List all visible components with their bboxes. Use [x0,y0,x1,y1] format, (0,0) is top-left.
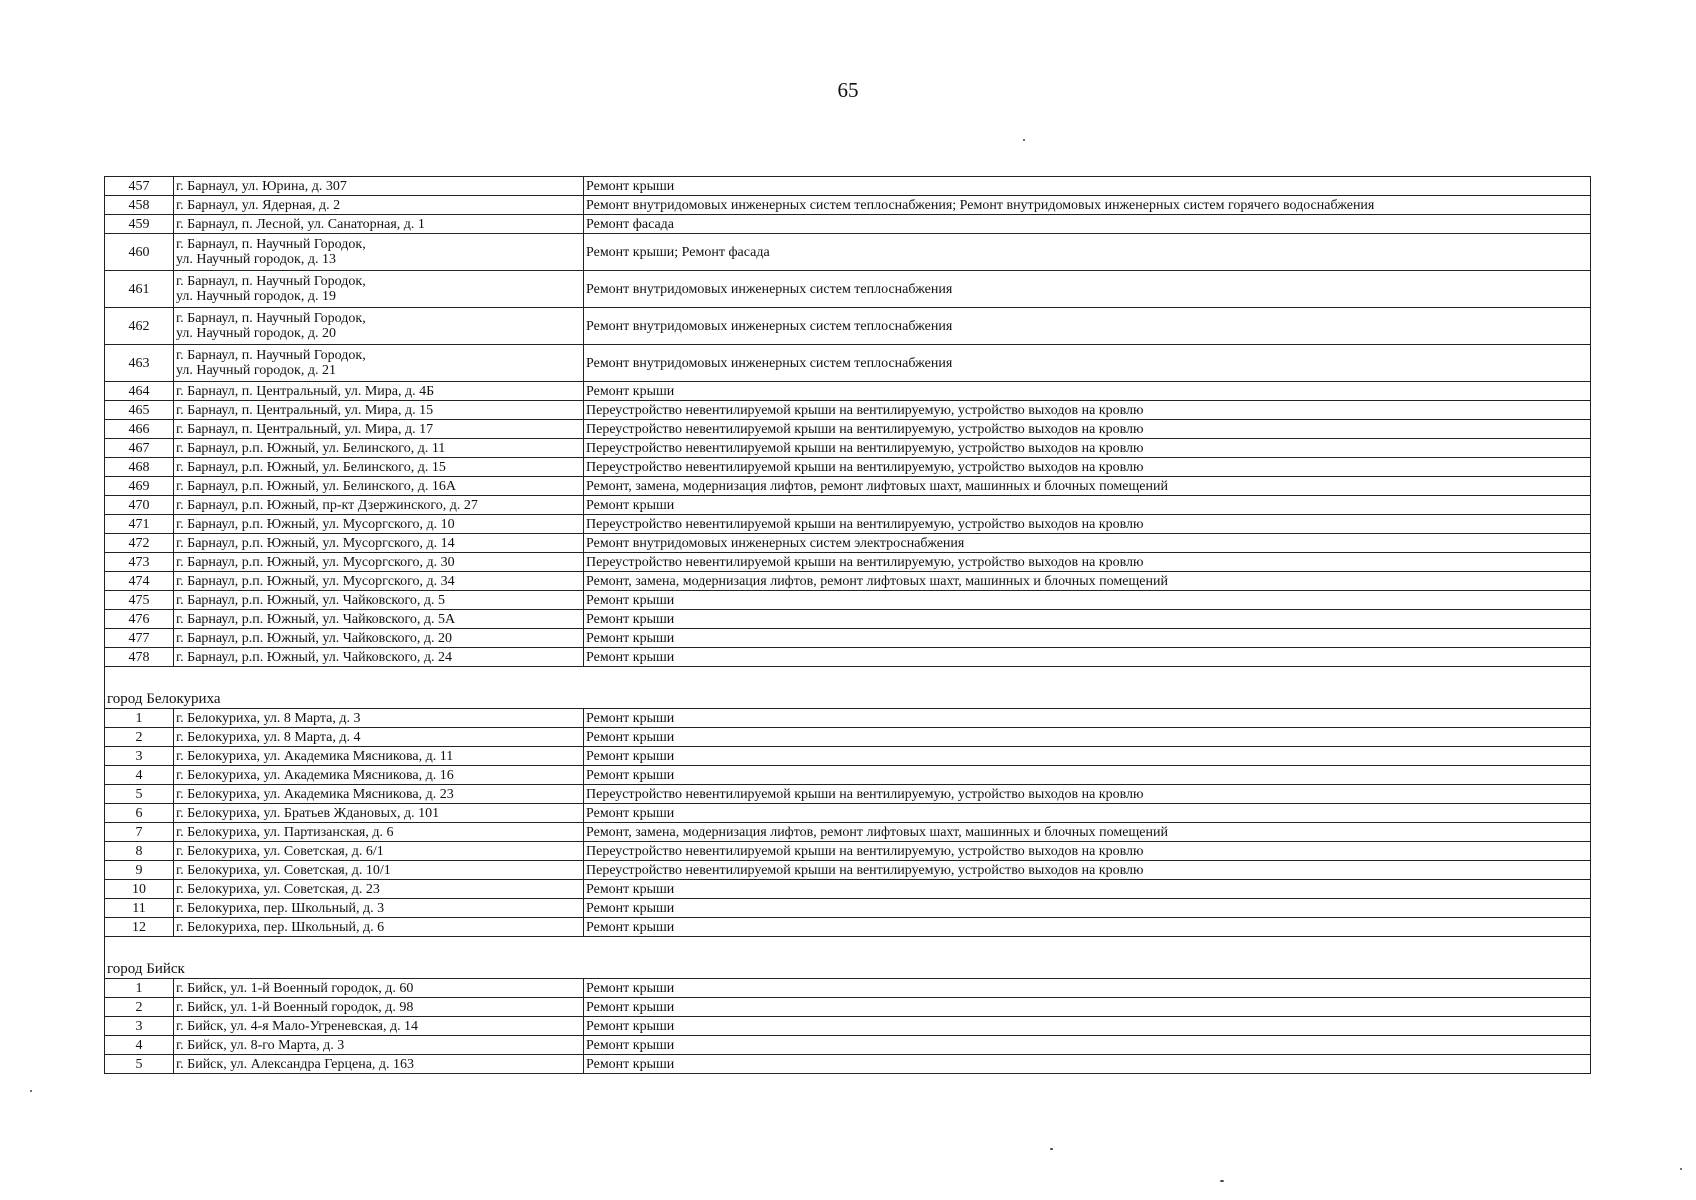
address-cell [174,629,584,648]
work-type-cell: Ремонт крыши [584,496,1591,515]
row-number: 471 [105,515,174,534]
row-number: 477 [105,629,174,648]
address-line: г. Барнаул, р.п. Южный, пр-кт Дзержинского, д. 27 [176,497,478,513]
address-cell [174,610,584,629]
address-cell [174,804,584,823]
work-type-cell: Переустройство невентилируемой крыши на вентилируемую, устройство выходов на кровлю [584,420,1591,439]
row-number: 6 [105,804,174,823]
row-number: 467 [105,439,174,458]
table-row [105,747,1591,766]
table-row [105,842,1591,861]
work-type-cell: Ремонт крыши [584,804,1591,823]
address-line: г. Бийск, ул. 8-го Марта, д. 3 [176,1037,345,1053]
address-line: ул. Научный городок, д. 13 [176,252,336,267]
address-line: г. Барнаул, п. Центральный, ул. Мира, д. 4Б [176,383,435,399]
address-line: г. Бийск, ул. 4-я Мало-Угреневская, д. 14 [176,1018,419,1034]
page-number: 65 [837,78,859,102]
table-row [105,1055,1591,1074]
table-row [105,382,1591,401]
row-number: 461 [105,271,174,308]
work-type-cell: Ремонт крыши [584,610,1591,629]
row-number: 7 [105,823,174,842]
address-line: г. Бийск, ул. 1-й Военный городок, д. 60 [176,980,414,996]
section-header-row [105,937,1591,979]
address-line: г. Белокуриха, ул. 8 Марта, д. 3 [176,710,361,726]
address-cell [174,998,584,1017]
address-cell [174,177,584,196]
row-number: 472 [105,534,174,553]
address-line: ул. Научный городок, д. 21 [176,363,336,378]
table-row [105,1017,1591,1036]
register-table-wrapper [104,176,1590,1074]
table-row [105,1036,1591,1055]
address-cell [174,1017,584,1036]
address-line: г. Белокуриха, ул. Советская, д. 23 [176,881,380,897]
row-number: 10 [105,880,174,899]
table-row [105,553,1591,572]
work-type-cell: Ремонт, замена, модернизация лифтов, ремонт лифтовых шахт, машинных и блочных помещений [584,477,1591,496]
address-line: г. Барнаул, р.п. Южный, ул. Чайковского, д. 5А [176,611,456,627]
work-type-cell: Ремонт крыши [584,1036,1591,1055]
section-header-cell [105,937,1591,979]
table-row [105,629,1591,648]
row-number: 475 [105,591,174,610]
address-line: г. Барнаул, р.п. Южный, ул. Мусоргского, д. 14 [176,535,455,551]
address-cell [174,458,584,477]
table-row [105,804,1591,823]
section-title: город Бийск [107,961,185,977]
table-row [105,496,1591,515]
address-line: г. Барнаул, п. Научный Городок, [176,237,366,252]
work-type-cell: Ремонт внутридомовых инженерных систем теплоснабжения [584,271,1591,308]
row-number: 2 [105,728,174,747]
address-cell [174,785,584,804]
row-number: 474 [105,572,174,591]
row-number: 469 [105,477,174,496]
address-cell [174,345,584,382]
table-row [105,610,1591,629]
table-row [105,196,1591,215]
address-line: г. Барнаул, р.п. Южный, ул. Белинского, д. 15 [176,459,446,475]
address-cell [174,308,584,345]
table-row [105,918,1591,937]
row-number: 9 [105,861,174,880]
row-number: 1 [105,979,174,998]
scan-speck [1680,1168,1682,1170]
row-number: 8 [105,842,174,861]
register-table-body [105,177,1591,1074]
address-cell [174,591,584,610]
work-type-cell: Ремонт крыши; Ремонт фасада [584,234,1591,271]
table-row [105,728,1591,747]
address-cell [174,648,584,667]
work-type-cell: Ремонт крыши [584,1017,1591,1036]
row-number: 11 [105,899,174,918]
work-type-cell: Ремонт крыши [584,709,1591,728]
address-cell [174,496,584,515]
row-number: 470 [105,496,174,515]
address-cell [174,823,584,842]
table-row [105,458,1591,477]
work-type-cell: Ремонт внутридомовых инженерных систем электроснабжения [584,534,1591,553]
table-row [105,439,1591,458]
work-type-cell: Ремонт, замена, модернизация лифтов, ремонт лифтовых шахт, машинных и блочных помещений [584,572,1591,591]
work-type-cell: Ремонт крыши [584,998,1591,1017]
table-row [105,271,1591,308]
work-type-cell: Ремонт крыши [584,1055,1591,1074]
address-line: г. Барнаул, п. Лесной, ул. Санаторная, д. 1 [176,216,425,232]
table-row [105,234,1591,271]
address-cell [174,899,584,918]
row-number: 459 [105,215,174,234]
row-number: 2 [105,998,174,1017]
address-line: г. Барнаул, п. Центральный, ул. Мира, д. 17 [176,421,434,437]
address-line: г. Барнаул, р.п. Южный, ул. Мусоргского, д. 34 [176,573,455,589]
work-type-cell: Переустройство невентилируемой крыши на вентилируемую, устройство выходов на кровлю [584,401,1591,420]
address-cell [174,477,584,496]
scan-speck [30,1090,32,1092]
work-type-cell: Ремонт, замена, модернизация лифтов, ремонт лифтовых шахт, машинных и блочных помещений [584,823,1591,842]
row-number: 4 [105,766,174,785]
scan-speck [1050,1148,1053,1150]
table-row [105,401,1591,420]
address-cell [174,979,584,998]
address-line: г. Белокуриха, ул. Академика Мясникова, д. 16 [176,767,454,783]
address-line: г. Барнаул, р.п. Южный, ул. Чайковского, д. 20 [176,630,453,646]
address-line: г. Барнаул, п. Научный Городок, [176,274,366,289]
address-line: г. Бийск, ул. Александра Герцена, д. 163 [176,1056,415,1072]
address-line: г. Барнаул, п. Научный Городок, [176,311,366,326]
row-number: 464 [105,382,174,401]
address-line: г. Барнаул, р.п. Южный, ул. Чайковского, д. 24 [176,649,453,665]
table-row [105,785,1591,804]
address-line: г. Бийск, ул. 1-й Военный городок, д. 98 [176,999,414,1015]
address-line: г. Белокуриха, пер. Школьный, д. 6 [176,919,385,935]
table-row [105,979,1591,998]
row-number: 5 [105,1055,174,1074]
address-line: ул. Научный городок, д. 19 [176,289,336,304]
section-header-row [105,667,1591,709]
work-type-cell: Ремонт крыши [584,177,1591,196]
work-type-cell: Переустройство невентилируемой крыши на вентилируемую, устройство выходов на кровлю [584,842,1591,861]
work-type-cell: Ремонт крыши [584,766,1591,785]
work-type-cell: Переустройство невентилируемой крыши на вентилируемую, устройство выходов на кровлю [584,458,1591,477]
table-row [105,709,1591,728]
section-title: город Белокуриха [107,691,221,707]
address-line: г. Барнаул, р.п. Южный, ул. Мусоргского, д. 10 [176,516,455,532]
address-line: г. Белокуриха, ул. Академика Мясникова, д. 11 [176,748,454,764]
work-type-cell: Ремонт крыши [584,648,1591,667]
table-row [105,766,1591,785]
section-header-cell [105,667,1591,709]
row-number: 478 [105,648,174,667]
work-type-cell: Переустройство невентилируемой крыши на вентилируемую, устройство выходов на кровлю [584,553,1591,572]
address-cell [174,728,584,747]
scan-speck [1023,139,1025,141]
address-line: ул. Научный городок, д. 20 [176,326,336,341]
address-cell [174,766,584,785]
table-row [105,177,1591,196]
address-cell [174,215,584,234]
address-line: г. Белокуриха, ул. Советская, д. 6/1 [176,843,384,859]
work-type-cell: Ремонт крыши [584,918,1591,937]
row-number: 458 [105,196,174,215]
table-row [105,648,1591,667]
work-type-cell: Ремонт крыши [584,382,1591,401]
row-number: 5 [105,785,174,804]
work-type-cell: Ремонт внутридомовых инженерных систем теплоснабжения [584,308,1591,345]
row-number: 1 [105,709,174,728]
register-table [104,176,1591,1074]
address-line: г. Белокуриха, ул. Партизанская, д. 6 [176,824,394,840]
address-line: г. Барнаул, р.п. Южный, ул. Чайковского, д. 5 [176,592,446,608]
work-type-cell: Переустройство невентилируемой крыши на вентилируемую, устройство выходов на кровлю [584,439,1591,458]
work-type-cell: Ремонт крыши [584,629,1591,648]
address-cell [174,747,584,766]
address-line: г. Барнаул, ул. Ядерная, д. 2 [176,197,341,213]
row-number: 4 [105,1036,174,1055]
table-row [105,345,1591,382]
row-number: 3 [105,1017,174,1036]
row-number: 473 [105,553,174,572]
table-row [105,572,1591,591]
address-cell [174,515,584,534]
row-number: 476 [105,610,174,629]
address-cell [174,1055,584,1074]
address-cell [174,271,584,308]
table-row [105,477,1591,496]
address-cell [174,709,584,728]
address-cell [174,382,584,401]
address-line: г. Барнаул, ул. Юрина, д. 307 [176,178,347,194]
address-line: г. Белокуриха, пер. Школьный, д. 3 [176,900,385,916]
work-type-cell: Переустройство невентилируемой крыши на вентилируемую, устройство выходов на кровлю [584,785,1591,804]
table-row [105,308,1591,345]
row-number: 463 [105,345,174,382]
address-line: г. Барнаул, р.п. Южный, ул. Белинского, д. 11 [176,440,446,456]
row-number: 3 [105,747,174,766]
address-line: г. Барнаул, р.п. Южный, ул. Мусоргского, д. 30 [176,554,455,570]
table-row [105,880,1591,899]
row-number: 465 [105,401,174,420]
address-cell [174,861,584,880]
table-row [105,861,1591,880]
address-line: г. Барнаул, п. Центральный, ул. Мира, д. 15 [176,402,434,418]
table-row [105,515,1591,534]
work-type-cell: Переустройство невентилируемой крыши на вентилируемую, устройство выходов на кровлю [584,861,1591,880]
scan-speck [1220,1180,1224,1182]
row-number: 468 [105,458,174,477]
table-row [105,899,1591,918]
work-type-cell: Ремонт крыши [584,728,1591,747]
row-number: 466 [105,420,174,439]
address-line: г. Белокуриха, ул. Советская, д. 10/1 [176,862,391,878]
table-row [105,534,1591,553]
table-row [105,591,1591,610]
address-cell [174,572,584,591]
row-number: 460 [105,234,174,271]
address-line: г. Барнаул, р.п. Южный, ул. Белинского, д. 16А [176,478,456,494]
address-line: г. Белокуриха, ул. Братьев Ждановых, д. 101 [176,805,440,821]
work-type-cell: Ремонт крыши [584,899,1591,918]
table-row [105,998,1591,1017]
row-number: 12 [105,918,174,937]
address-cell [174,918,584,937]
address-cell [174,842,584,861]
address-cell [174,553,584,572]
address-cell [174,196,584,215]
table-row [105,215,1591,234]
address-cell [174,234,584,271]
work-type-cell: Ремонт крыши [584,979,1591,998]
row-number: 462 [105,308,174,345]
table-row [105,420,1591,439]
work-type-cell: Ремонт фасада [584,215,1591,234]
address-cell [174,401,584,420]
address-cell [174,420,584,439]
work-type-cell: Ремонт внутридомовых инженерных систем теплоснабжения; Ремонт внутридомовых инженерных систем горячего водоснабжения [584,196,1591,215]
address-cell [174,880,584,899]
row-number: 457 [105,177,174,196]
address-cell [174,439,584,458]
work-type-cell: Ремонт внутридомовых инженерных систем теплоснабжения [584,345,1591,382]
table-row [105,823,1591,842]
address-cell [174,534,584,553]
address-line: г. Белокуриха, ул. Академика Мясникова, д. 23 [176,786,454,802]
address-cell [174,1036,584,1055]
address-line: г. Барнаул, п. Научный Городок, [176,348,366,363]
work-type-cell: Ремонт крыши [584,591,1591,610]
work-type-cell: Ремонт крыши [584,880,1591,899]
work-type-cell: Ремонт крыши [584,747,1591,766]
address-line: г. Белокуриха, ул. 8 Марта, д. 4 [176,729,361,745]
work-type-cell: Переустройство невентилируемой крыши на вентилируемую, устройство выходов на кровлю [584,515,1591,534]
